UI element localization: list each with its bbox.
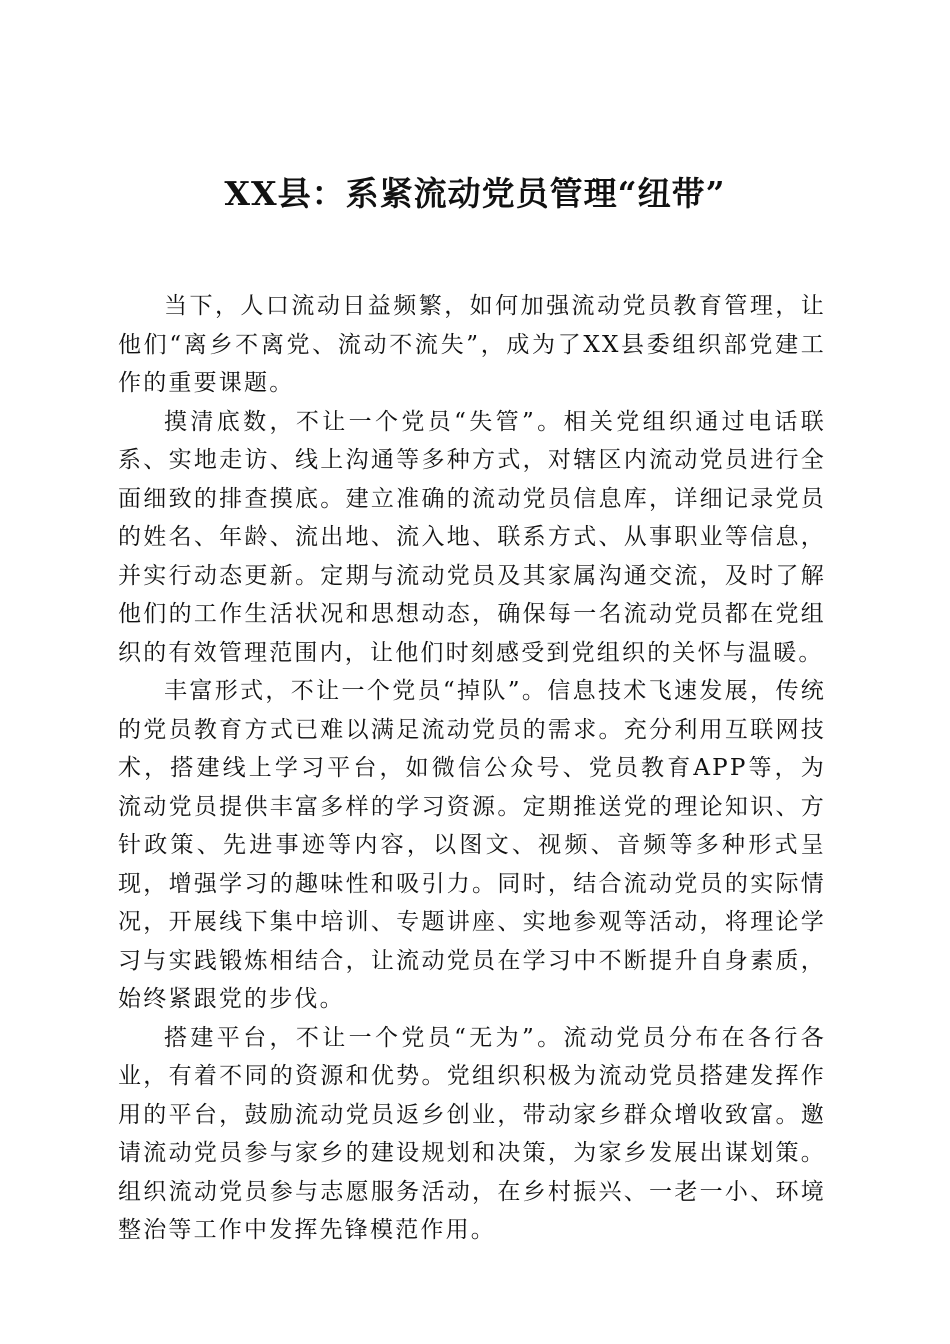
paragraph-enriching-forms: 丰富形式，不让一个党员“掉队”。信息技术飞速发展，传统的党员教育方式已难以满足流动党员的需求。充分利用互联网技术，搭建线上学习平台，如微信公众号、党员教育APP等，为流动党员提供丰富多样的学习资源。定期推送党的理论知识、方针政策、先进事迹等内容，以图文、视频、音频等多种形式呈现，增强学习的趣味性和吸引力。同时，结合流动党员的实际情况，开展线下集中培训、专题讲座、实地参观等活动，将理论学习与实践锻炼相结合，让流动党员在学习中不断提升自身素质，始终紧跟党的步伐。 — [118, 678, 826, 1012]
paragraph-mapping-members: 摸清底数，不让一个党员“失管”。相关党组织通过电话联系、实地走访、线上沟通等多种方式，对辖区内流动党员进行全面细致的排查摸底。建立准确的流动党员信息库，详细记录党员的姓名、年龄、流出地、流入地、联系方式、从事职业等信息，并实行动态更新。定期与流动党员及其家属沟通交流，及时了解他们的工作生活状况和思想动态，确保每一名流动党员都在党组织的有效管理范围内，让他们时刻感受到党组织的关怀与温暖。 — [118, 408, 826, 666]
paragraph-building-platforms: 搭建平台，不让一个党员“无为”。流动党员分布在各行各业，有着不同的资源和优势。党组织积极为流动党员搭建发挥作用的平台，鼓励流动党员返乡创业，带动家乡群众增收致富。邀请流动党员参与家乡的建设规划和决策，为家乡发展出谋划策。组织流动党员参与志愿服务活动，在乡村振兴、一老一小、环境整治等工作中发挥先锋模范作用。 — [118, 1024, 826, 1243]
document-body — [118, 287, 826, 1250]
paragraph-intro: 当下，人口流动日益频繁，如何加强流动党员教育管理，让他们“离乡不离党、流动不流失”，成为了XX县委组织部党建工作的重要课题。 — [118, 293, 826, 396]
document-title: XX县：系紧流动党员管理“纽带” — [224, 174, 726, 213]
